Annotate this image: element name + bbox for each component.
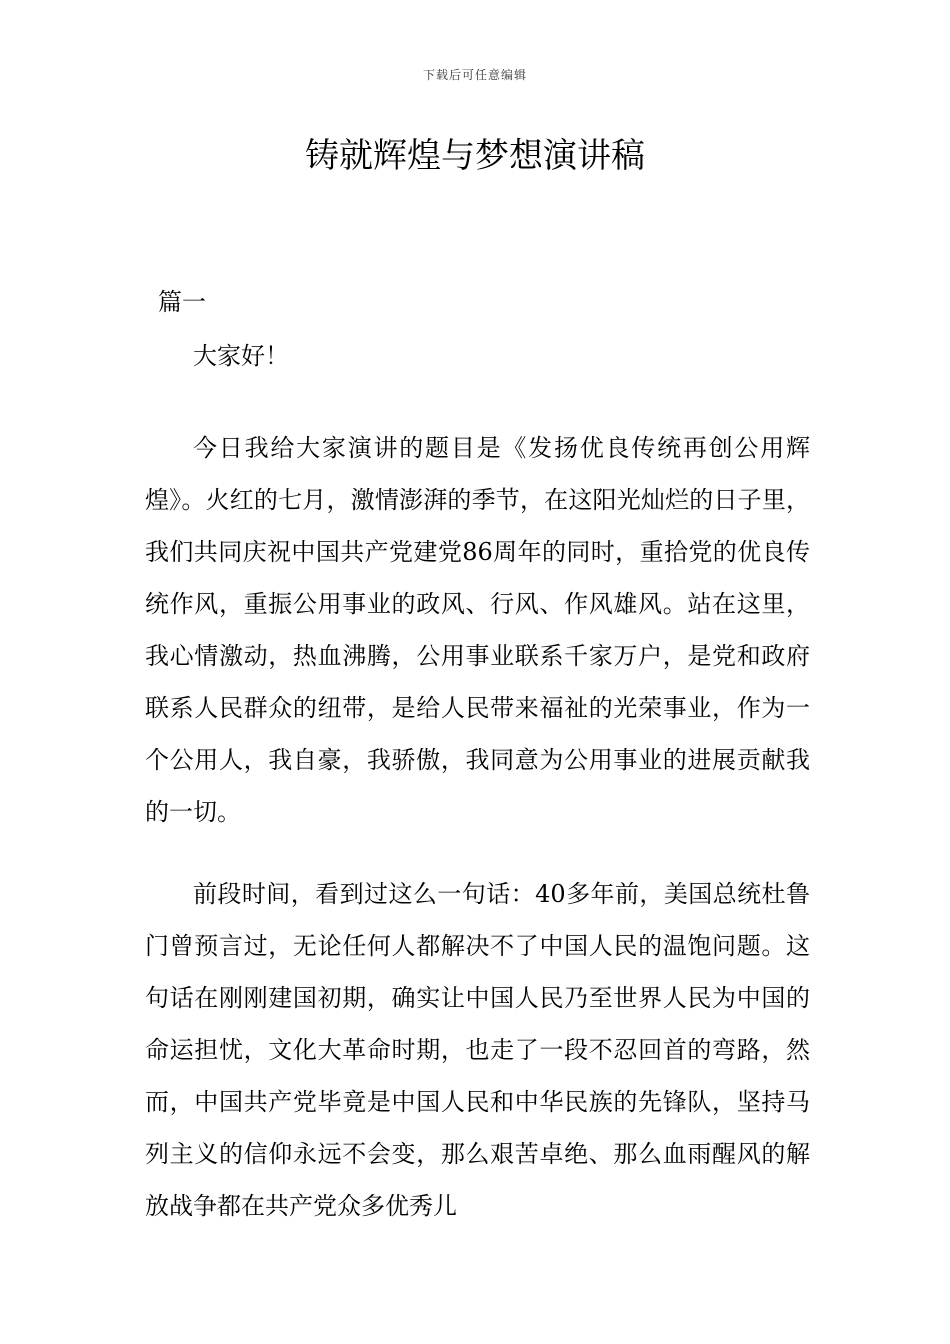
document-title: 铸就辉煌与梦想演讲稿 bbox=[305, 136, 645, 176]
body-paragraph-1: 今日我给大家演讲的题目是《发扬优良传统再创公用辉煌》。火红的七月，激情澎湃的季节，在这阳光灿烂的日子里，我们共同庆祝中国共产党建党86周年的同时，重拾党的优良传统作风，重振公用事业的政风、行风、作风雄风。站在这里，我心情激动，热血沸腾，公用事业联系千家万户，是党和政府联系人民群众的纽带，是给人民带来福祉的光荣事业，作为一个公用人，我自豪，我骄傲，我同意为公用事业的进展贡献我的一切。 bbox=[145, 434, 810, 826]
section-label: 篇一 bbox=[158, 288, 206, 316]
body-paragraph-2: 前段时间，看到过这么一句话：40多年前，美国总统杜鲁门曾预言过，无论任何人都解决不了中国人民的温饱问题。这句话在刚刚建国初期，确实让中国人民乃至世界人民为中国的命运担忧，文化大革命时期，也走了一段不忍回首的弯路，然而，中国共产党毕竟是中国人民和中华民族的先锋队，坚持马列主义的信仰永远不会变，那么艰苦卓绝、那么血雨醒风的解放战争都在共产党众多优秀儿 bbox=[145, 880, 810, 1220]
header-note: 下载后可任意编辑 bbox=[422, 68, 527, 82]
greeting: 大家好！ bbox=[193, 342, 289, 370]
